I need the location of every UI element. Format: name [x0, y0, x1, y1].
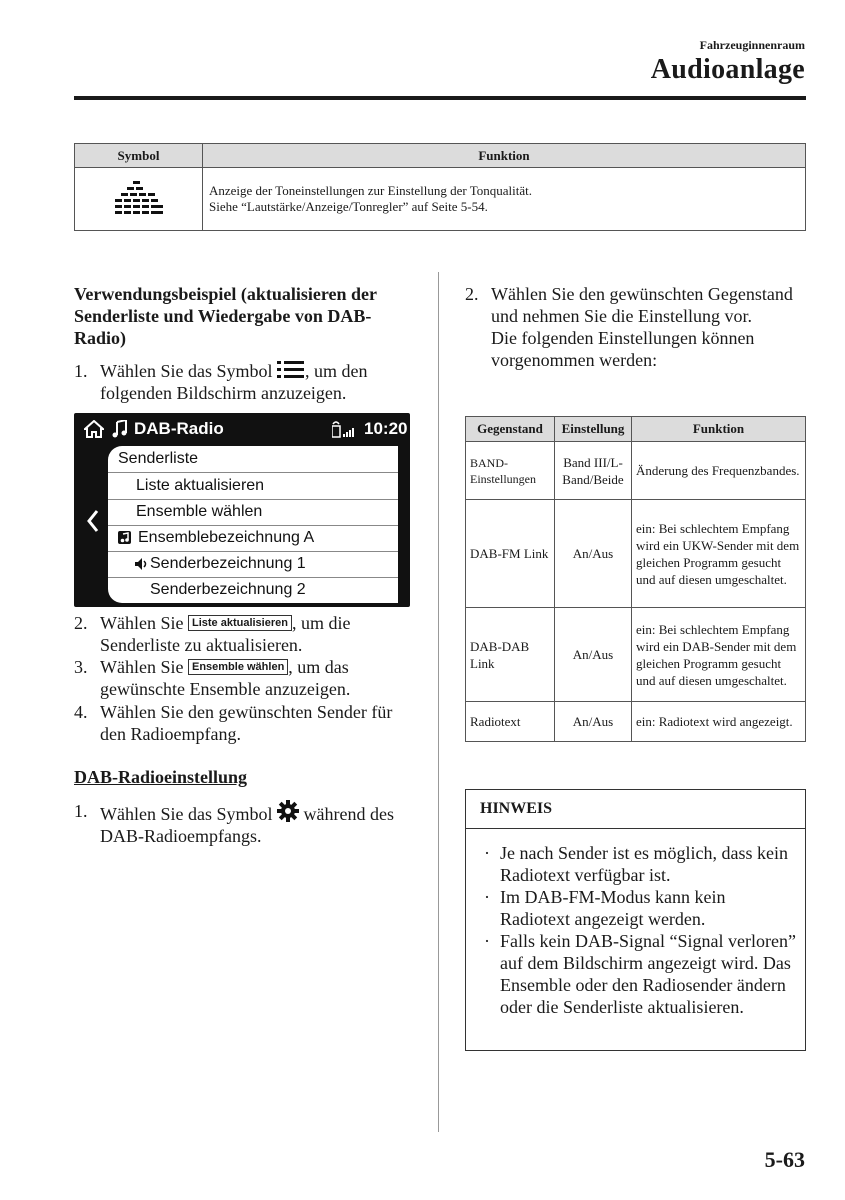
step-text: Wählen Sie den gewünschten Gegenstand und nehmen Sie die Einstellung vor. — [491, 284, 793, 326]
table-cell: An/Aus — [555, 608, 632, 702]
function-header: Funktion — [632, 417, 806, 442]
symbol-function-line1: Anzeige der Toneinstellungen zur Einstellung der Tonqualität. — [209, 183, 532, 198]
screen-status-bar — [74, 413, 410, 445]
step-text-pre: Wählen Sie — [100, 657, 188, 677]
liste-aktualisieren-button: Liste aktualisieren — [188, 615, 292, 631]
list-item: · Je nach Sender ist es möglich, dass kein Radiotext verfügbar ist. — [484, 843, 788, 885]
item-header: Gegenstand — [466, 417, 555, 442]
table-cell: ein: Bei schlechtem Empfang wird ein DAB-Sender mit dem gleichen Programm gesucht und auf diesen umgeschaltet. — [632, 608, 806, 702]
step-1 — [74, 360, 414, 404]
example-heading: Verwendungsbeispiel (aktualisieren der Senderliste und Wiedergabe von DAB-Radio) — [74, 284, 377, 348]
symbol-header: Symbol — [75, 144, 203, 168]
table-cell: An/Aus — [555, 500, 632, 608]
speaker-icon — [134, 557, 150, 571]
hinweis-heading: HINWEIS — [466, 790, 805, 829]
symbol-function-cell — [203, 168, 806, 231]
section-label: Fahrzeuginnenraum — [699, 38, 805, 52]
step-text-pre: Wählen Sie das Symbol — [100, 804, 277, 824]
symbol-function-line2: Siehe “Lautstärke/Anzeige/Tonregler” auf Seite 5-54. — [209, 199, 488, 214]
table-row — [466, 702, 806, 742]
page-title: Audioanlage — [650, 54, 805, 85]
step-number: 2. — [465, 284, 479, 304]
table-row — [466, 442, 806, 500]
setting-header: Einstellung — [555, 417, 632, 442]
table-cell: Band III/L-Band/Beide — [555, 442, 632, 500]
dab-radio-screen — [74, 413, 410, 607]
step-number: 4. — [74, 702, 88, 722]
table-cell: BAND-Einstellungen — [466, 442, 555, 500]
table-cell: Radiotext — [466, 702, 555, 742]
header-rule — [74, 96, 806, 100]
list-item: · Im DAB-FM-Modus kann kein Radiotext angezeigt werden. — [484, 887, 726, 929]
home-icon — [84, 420, 104, 438]
step-text-post: , um die Senderliste zu aktualisieren. — [100, 613, 351, 655]
step-number: 3. — [74, 657, 88, 677]
step-text-pre: Wählen Sie das Symbol — [100, 361, 277, 381]
settings-table — [465, 416, 806, 742]
step-3 — [74, 656, 414, 700]
equalizer-icon — [113, 177, 165, 217]
screen-list — [108, 446, 398, 603]
table-row — [466, 608, 806, 702]
list-item[interactable]: Senderbezeichnung 2 — [150, 581, 306, 598]
list-item[interactable]: Liste aktualisieren — [108, 473, 398, 500]
list-icon — [277, 360, 305, 378]
table-cell: DAB-DAB Link — [466, 608, 555, 702]
dab-setting-heading: DAB-Radioeinstellung — [74, 767, 248, 787]
table-cell: An/Aus — [555, 702, 632, 742]
step-number: 1. — [74, 801, 88, 821]
step-text-2: Die folgenden Einstellungen können vorgenommen werden: — [491, 328, 755, 370]
symbol-cell — [75, 168, 203, 231]
table-cell: ein: Bei schlechtem Empfang wird ein UKW-Sender mit dem gleichen Programm gesucht und auf diesen umgeschaltet. — [632, 500, 806, 608]
gear-icon — [277, 800, 299, 822]
step-text-post: , um das gewünschte Ensemble anzuzeigen. — [100, 657, 351, 699]
table-cell: ein: Radiotext wird angezeigt. — [632, 702, 806, 742]
right-step-2 — [465, 283, 805, 371]
step-4 — [74, 701, 414, 745]
hinweis-list — [482, 842, 798, 1018]
step-number: 1. — [74, 361, 88, 381]
music-note-icon — [112, 420, 128, 438]
step-number: 2. — [74, 613, 88, 633]
list-item[interactable]: Senderliste — [108, 446, 398, 473]
back-chevron-icon[interactable] — [86, 509, 100, 533]
ensemble-waehlen-button: Ensemble wählen — [188, 659, 288, 675]
function-header: Funktion — [203, 144, 806, 168]
dab-step-1 — [74, 800, 414, 847]
screen-time: 10:20 — [364, 419, 408, 438]
table-cell: DAB-FM Link — [466, 500, 555, 608]
step-text-pre: Wählen Sie — [100, 613, 188, 633]
table-row — [466, 500, 806, 608]
column-divider — [438, 272, 439, 1132]
symbol-table — [74, 143, 806, 231]
signal-icon — [332, 420, 358, 438]
step-text: Wählen Sie den gewünschten Sender für den Radioempfang. — [100, 702, 393, 744]
ensemble-icon — [118, 531, 132, 545]
step-2 — [74, 612, 414, 656]
screen-title: DAB-Radio — [134, 419, 224, 438]
list-item[interactable]: Ensemble wählen — [108, 499, 398, 526]
list-item[interactable]: Senderbezeichnung 1 — [108, 551, 398, 578]
list-item[interactable]: Ensemblebezeichnung A — [108, 525, 398, 552]
page-number: 5-63 — [764, 1147, 805, 1172]
step-text-post: während des DAB-Radioempfangs. — [100, 804, 394, 846]
list-item: · Falls kein DAB-Signal “Signal verloren” auf dem Bildschirm angezeigt wird. Das Ensemble oder den Radiosender ändern oder die Senderliste aktualisieren. — [484, 931, 796, 1017]
hinweis-box — [465, 789, 806, 1051]
step-text-post: , um den folgenden Bildschirm anzuzeigen. — [100, 361, 368, 403]
table-cell: Änderung des Frequenzbandes. — [632, 442, 806, 500]
